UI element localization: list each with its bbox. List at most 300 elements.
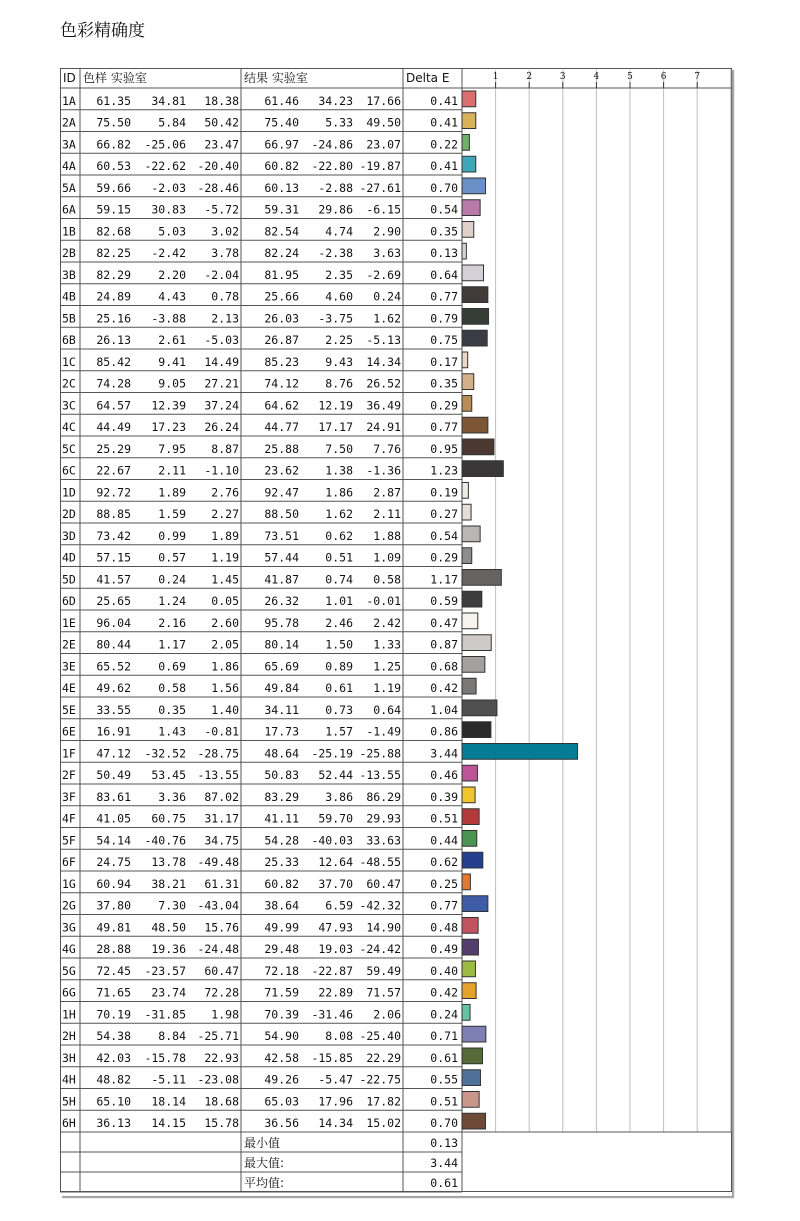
row-id: 4D xyxy=(62,550,76,565)
sample-lab-value: 83.61 xyxy=(96,789,131,804)
sample-lab-value: 38.21 xyxy=(151,876,186,891)
result-lab-value: 26.32 xyxy=(264,594,299,608)
sample-lab-value: 0.78 xyxy=(211,289,239,304)
sample-lab-value: -25.71 xyxy=(197,1029,239,1043)
sample-lab-value: 92.72 xyxy=(96,485,131,500)
delta-e-value: 0.46 xyxy=(430,768,458,782)
sample-lab-value: 1.45 xyxy=(211,572,239,587)
row-id: 6A xyxy=(62,202,76,217)
result-lab-value: 7.76 xyxy=(373,441,401,456)
delta-e-bar xyxy=(462,722,491,738)
result-lab-value: 0.58 xyxy=(373,572,401,587)
sample-lab-value: 65.52 xyxy=(96,659,131,674)
result-lab-value: 6.59 xyxy=(325,898,353,913)
delta-e-bar xyxy=(462,135,469,151)
sample-lab-value: 49.81 xyxy=(96,920,131,935)
delta-e-value: 3.44 xyxy=(430,746,458,761)
delta-e-bar xyxy=(462,439,494,455)
sample-lab-value: -32.52 xyxy=(144,746,186,761)
sample-lab-value: 80.44 xyxy=(96,637,131,652)
header-delta-e: Delta E xyxy=(406,71,450,85)
sample-lab-value: 24.75 xyxy=(96,855,131,869)
delta-e-bar xyxy=(462,417,488,433)
delta-e-value: 0.24 xyxy=(430,1007,458,1022)
result-lab-value: -42.32 xyxy=(359,898,401,913)
delta-e-value: 0.49 xyxy=(430,942,458,956)
sample-lab-value: 2.76 xyxy=(211,485,239,500)
sample-lab-value: 54.14 xyxy=(96,833,131,848)
result-lab-value: -22.87 xyxy=(311,963,353,978)
sample-lab-value: 31.17 xyxy=(204,811,239,826)
row-id: 2C xyxy=(62,376,76,391)
sample-lab-value: 2.11 xyxy=(158,463,186,478)
sample-lab-value: 0.57 xyxy=(158,550,186,565)
delta-e-bar xyxy=(462,657,485,673)
result-lab-value: 1.38 xyxy=(325,463,353,478)
sample-lab-value: 5.03 xyxy=(158,224,186,239)
color-accuracy-report xyxy=(60,68,732,1196)
result-lab-value: 14.34 xyxy=(366,354,401,369)
delta-e-value: 0.64 xyxy=(430,267,458,282)
sample-lab-value: 0.24 xyxy=(158,572,186,587)
sample-lab-value: 61.35 xyxy=(96,93,131,108)
row-id: 2H xyxy=(62,1029,76,1043)
result-lab-value: 29.48 xyxy=(264,942,299,956)
delta-e-bar xyxy=(462,352,468,368)
result-lab-value: 50.83 xyxy=(264,768,299,782)
summary-value: 3.44 xyxy=(430,1156,458,1170)
sample-lab-value: -40.76 xyxy=(144,833,186,848)
sample-lab-value: 28.88 xyxy=(96,942,131,956)
delta-e-value: 1.17 xyxy=(430,572,458,587)
sample-lab-value: 0.58 xyxy=(158,681,186,695)
sample-lab-value: 1.86 xyxy=(211,659,239,674)
sample-lab-value: 1.89 xyxy=(158,485,186,500)
result-lab-value: 12.19 xyxy=(318,398,353,413)
result-lab-value: 49.99 xyxy=(264,920,299,935)
delta-e-value: 0.27 xyxy=(430,507,458,521)
result-lab-value: 54.28 xyxy=(264,833,299,848)
sample-lab-value: 8.87 xyxy=(211,441,239,456)
delta-e-bar xyxy=(462,961,475,977)
result-lab-value: 74.12 xyxy=(264,376,299,391)
result-lab-value: 22.29 xyxy=(366,1050,401,1065)
result-lab-value: 64.62 xyxy=(264,398,299,413)
result-lab-value: 0.73 xyxy=(325,702,353,717)
delta-e-value: 0.42 xyxy=(430,985,458,1000)
row-id: 1H xyxy=(62,1007,76,1022)
result-lab-value: 52.44 xyxy=(318,768,353,782)
result-lab-value: 24.91 xyxy=(366,420,401,434)
sample-lab-value: -25.06 xyxy=(144,137,186,152)
sample-lab-value: -23.08 xyxy=(197,1072,239,1087)
sample-lab-value: 73.42 xyxy=(96,528,131,543)
delta-e-bar xyxy=(462,635,491,651)
sample-lab-value: 74.28 xyxy=(96,376,131,391)
sample-lab-value: 1.59 xyxy=(158,507,186,521)
sample-lab-value: -5.03 xyxy=(204,333,239,347)
sample-lab-value: 36.13 xyxy=(96,1116,131,1130)
sample-lab-value: 2.60 xyxy=(211,615,239,630)
sample-lab-value: 1.17 xyxy=(158,637,186,652)
result-lab-value: 2.46 xyxy=(325,615,353,630)
result-lab-value: 25.88 xyxy=(264,441,299,456)
row-id: 3B xyxy=(62,267,76,282)
sample-lab-value: 82.68 xyxy=(96,224,131,239)
result-lab-value: 70.39 xyxy=(264,1007,299,1022)
result-lab-value: -5.47 xyxy=(318,1072,353,1087)
sample-lab-value: -22.62 xyxy=(144,159,186,173)
sample-lab-value: 53.45 xyxy=(151,768,186,782)
sample-lab-value: 48.50 xyxy=(151,920,186,935)
result-lab-value: 1.62 xyxy=(325,507,353,521)
result-lab-value: 41.11 xyxy=(264,811,299,826)
sample-lab-value: 50.42 xyxy=(204,115,239,130)
sample-lab-value: 82.25 xyxy=(96,246,131,260)
result-lab-value: 0.51 xyxy=(325,550,353,565)
row-id: 1F xyxy=(62,746,76,761)
axis-tick-label: 5 xyxy=(627,72,633,82)
delta-e-bar xyxy=(462,309,489,325)
sample-lab-value: 60.75 xyxy=(151,811,186,826)
sample-lab-value: 25.29 xyxy=(96,441,131,456)
result-lab-value: -2.69 xyxy=(366,267,401,282)
delta-e-value: 0.87 xyxy=(430,637,458,652)
row-id: 5A xyxy=(62,180,76,195)
result-lab-value: 3.86 xyxy=(325,789,353,804)
delta-e-bar xyxy=(462,178,486,194)
row-id: 1A xyxy=(62,93,76,108)
delta-e-value: 0.41 xyxy=(430,159,458,173)
row-id: 6C xyxy=(62,463,76,478)
result-lab-value: 59.49 xyxy=(366,963,401,978)
sample-lab-value: 59.15 xyxy=(96,202,131,217)
sample-lab-value: 49.62 xyxy=(96,681,131,695)
delta-e-bar xyxy=(462,200,480,216)
result-lab-value: 59.31 xyxy=(264,202,299,217)
result-lab-value: 9.43 xyxy=(325,354,353,369)
delta-e-bar xyxy=(462,678,476,694)
result-lab-value: 60.82 xyxy=(264,159,299,173)
row-id: 1B xyxy=(62,224,76,239)
result-lab-value: 14.90 xyxy=(366,920,401,935)
sample-lab-value: 25.65 xyxy=(96,594,131,608)
sample-lab-value: 14.49 xyxy=(204,354,239,369)
delta-e-bar xyxy=(462,591,482,607)
result-lab-value: -3.75 xyxy=(318,311,353,326)
result-lab-value: 36.56 xyxy=(264,1116,299,1130)
delta-e-value: 0.70 xyxy=(430,180,458,195)
sample-lab-value: 2.27 xyxy=(211,507,239,521)
summary-label: 平均值: xyxy=(244,1176,285,1190)
result-lab-value: 8.08 xyxy=(325,1029,353,1043)
delta-e-bar xyxy=(462,156,476,172)
row-id: 5F xyxy=(62,833,76,848)
delta-e-value: 0.55 xyxy=(430,1072,458,1087)
sample-lab-value: -2.04 xyxy=(204,267,239,282)
result-lab-value: 1.62 xyxy=(373,311,401,326)
result-lab-value: 17.73 xyxy=(264,724,299,739)
sample-lab-value: -15.78 xyxy=(144,1050,186,1065)
sample-lab-value: 18.14 xyxy=(151,1094,186,1109)
row-id: 4E xyxy=(62,681,76,695)
sample-lab-value: 23.74 xyxy=(151,985,186,1000)
delta-e-bar xyxy=(462,287,488,303)
row-id: 5E xyxy=(62,702,76,717)
result-lab-value: 85.23 xyxy=(264,354,299,369)
delta-e-bar xyxy=(462,613,478,629)
result-lab-value: 2.11 xyxy=(373,507,401,521)
delta-e-bar xyxy=(462,852,483,868)
row-id: 2E xyxy=(62,637,76,652)
delta-e-value: 0.25 xyxy=(430,876,458,891)
delta-e-value: 0.51 xyxy=(430,1094,458,1109)
delta-e-bar xyxy=(462,113,476,129)
row-id: 3D xyxy=(62,528,76,543)
result-lab-value: 7.50 xyxy=(325,441,353,456)
sample-lab-value: 30.83 xyxy=(151,202,186,217)
row-id: 4C xyxy=(62,420,76,434)
sample-lab-value: -28.46 xyxy=(197,180,239,195)
result-lab-value: 15.02 xyxy=(366,1116,401,1130)
sample-lab-value: 37.80 xyxy=(96,898,131,913)
sample-lab-value: 87.02 xyxy=(204,789,239,804)
sample-lab-value: 17.23 xyxy=(151,420,186,434)
row-id: 4F xyxy=(62,811,76,826)
result-lab-value: 57.44 xyxy=(264,550,299,565)
delta-e-bar xyxy=(462,570,501,586)
delta-e-bar xyxy=(462,548,472,564)
sample-lab-value: 15.76 xyxy=(204,920,239,935)
axis-tick-label: 3 xyxy=(559,72,566,82)
delta-e-value: 0.95 xyxy=(430,441,458,456)
sample-lab-value: 18.38 xyxy=(204,93,239,108)
result-lab-value: 0.89 xyxy=(325,659,353,674)
sample-lab-value: 57.15 xyxy=(96,550,131,565)
sample-lab-value: 44.49 xyxy=(96,420,131,434)
delta-e-bar xyxy=(462,1070,480,1086)
header-sample: 色样 实验室 xyxy=(83,71,147,85)
delta-e-value: 0.41 xyxy=(430,115,458,130)
result-lab-value: 88.50 xyxy=(264,507,299,521)
delta-e-value: 0.71 xyxy=(430,1029,458,1043)
axis-tick-label: 7 xyxy=(694,72,701,82)
result-lab-value: 33.63 xyxy=(366,833,401,848)
delta-e-value: 0.19 xyxy=(430,485,458,500)
result-lab-value: 26.87 xyxy=(264,333,299,347)
sample-lab-value: 48.82 xyxy=(96,1072,131,1087)
result-lab-value: 14.34 xyxy=(318,1116,353,1130)
result-lab-value: 34.11 xyxy=(264,702,299,717)
result-lab-value: 48.64 xyxy=(264,746,299,761)
sample-lab-value: 82.29 xyxy=(96,267,131,282)
result-lab-value: 36.49 xyxy=(366,398,401,413)
delta-e-value: 0.29 xyxy=(430,398,458,413)
sample-lab-value: 7.30 xyxy=(158,898,186,913)
result-lab-value: 2.90 xyxy=(373,224,401,239)
result-lab-value: 81.95 xyxy=(264,267,299,282)
result-lab-value: 65.03 xyxy=(264,1094,299,1109)
delta-e-value: 0.70 xyxy=(430,1116,458,1130)
sample-lab-value: 64.57 xyxy=(96,398,131,413)
sample-lab-value: 60.47 xyxy=(204,963,239,978)
delta-e-bar xyxy=(462,374,474,390)
sample-lab-value: 26.24 xyxy=(204,420,239,434)
sample-lab-value: 72.45 xyxy=(96,963,131,978)
row-id: 5H xyxy=(62,1094,76,1109)
result-lab-value: -22.80 xyxy=(311,159,353,173)
result-lab-value: 92.47 xyxy=(264,485,299,500)
sample-lab-value: 50.49 xyxy=(96,768,131,782)
result-lab-value: 2.35 xyxy=(325,267,353,282)
result-lab-value: -24.86 xyxy=(311,137,353,152)
row-id: 4H xyxy=(62,1072,76,1087)
result-lab-value: 54.90 xyxy=(264,1029,299,1043)
sample-lab-value: 65.10 xyxy=(96,1094,131,1109)
sample-lab-value: 72.28 xyxy=(204,985,239,1000)
delta-e-bar xyxy=(462,1026,486,1042)
result-lab-value: 0.74 xyxy=(325,572,353,587)
sample-lab-value: 3.36 xyxy=(158,789,186,804)
sample-lab-value: 42.03 xyxy=(96,1050,131,1065)
summary-label: 最大值: xyxy=(244,1156,285,1170)
delta-e-bar xyxy=(462,809,479,825)
result-lab-value: 1.25 xyxy=(373,659,401,674)
sample-lab-value: 1.24 xyxy=(158,594,186,608)
result-lab-value: -24.42 xyxy=(359,942,401,956)
delta-e-value: 0.86 xyxy=(430,724,458,739)
row-id: 3F xyxy=(62,789,76,804)
result-lab-value: 60.47 xyxy=(366,876,401,891)
result-lab-value: 23.07 xyxy=(366,137,401,152)
delta-e-bar xyxy=(462,91,476,107)
axis-tick-label: 1 xyxy=(492,72,499,82)
row-id: 5D xyxy=(62,572,76,587)
delta-e-bar xyxy=(462,874,470,890)
sample-lab-value: -49.48 xyxy=(197,855,239,869)
result-lab-value: 41.87 xyxy=(264,572,299,587)
row-id: 6D xyxy=(62,594,76,608)
result-lab-value: 1.50 xyxy=(325,637,353,652)
row-id: 2B xyxy=(62,246,76,260)
delta-e-bar xyxy=(462,526,480,542)
row-id: 6H xyxy=(62,1116,76,1130)
sample-lab-value: -43.04 xyxy=(197,898,239,913)
delta-e-bar xyxy=(462,330,487,346)
result-lab-value: -25.88 xyxy=(359,746,401,761)
sample-lab-value: 70.19 xyxy=(96,1007,131,1022)
delta-e-bar xyxy=(462,461,503,477)
row-id: 2G xyxy=(62,898,76,913)
delta-e-bar xyxy=(462,1048,482,1064)
sample-lab-value: 1.19 xyxy=(211,550,239,565)
sample-lab-value: 13.78 xyxy=(151,855,186,869)
axis-tick-label: 4 xyxy=(593,72,600,82)
sample-lab-value: 0.99 xyxy=(158,528,186,543)
sample-lab-value: 16.91 xyxy=(96,724,131,739)
sample-lab-value: 2.20 xyxy=(158,267,186,282)
delta-e-value: 1.23 xyxy=(430,463,458,478)
sample-lab-value: 1.89 xyxy=(211,528,239,543)
row-id: 1G xyxy=(62,876,76,891)
row-id: 1D xyxy=(62,485,76,500)
summary-value: 0.61 xyxy=(430,1176,458,1190)
result-lab-value: 1.86 xyxy=(325,485,353,500)
sample-lab-value: 71.65 xyxy=(96,985,131,1000)
delta-e-bar xyxy=(462,1113,486,1129)
result-lab-value: -22.75 xyxy=(359,1072,401,1087)
color-accuracy-chart xyxy=(60,68,732,1196)
delta-e-bar xyxy=(462,939,478,955)
sample-lab-value: 66.82 xyxy=(96,137,131,152)
result-lab-value: 86.29 xyxy=(366,789,401,804)
row-id: 3A xyxy=(62,137,76,152)
result-lab-value: 29.93 xyxy=(366,811,401,826)
row-id: 4A xyxy=(62,159,76,173)
result-lab-value: 75.40 xyxy=(264,115,299,130)
result-lab-value: 72.18 xyxy=(264,963,299,978)
row-id: 6B xyxy=(62,333,76,347)
result-lab-value: -19.87 xyxy=(359,159,401,173)
delta-e-bar xyxy=(462,744,578,760)
delta-e-value: 0.54 xyxy=(430,202,458,217)
delta-e-value: 0.77 xyxy=(430,898,458,913)
result-lab-value: -40.03 xyxy=(311,833,353,848)
row-id: 5G xyxy=(62,963,76,978)
result-lab-value: 38.64 xyxy=(264,898,299,913)
axis-tick-label: 2 xyxy=(526,72,533,82)
row-id: 1E xyxy=(62,615,76,630)
sample-lab-value: 23.47 xyxy=(204,137,239,152)
sample-lab-value: 2.05 xyxy=(211,637,239,652)
result-lab-value: 95.78 xyxy=(264,615,299,630)
sample-lab-value: 1.43 xyxy=(158,724,186,739)
delta-e-value: 0.29 xyxy=(430,550,458,565)
result-lab-value: 0.62 xyxy=(325,528,353,543)
result-lab-value: 2.06 xyxy=(373,1007,401,1022)
sample-lab-value: 22.93 xyxy=(204,1050,239,1065)
delta-e-bar xyxy=(462,504,471,520)
result-lab-value: 5.33 xyxy=(325,115,353,130)
sample-lab-value: -5.72 xyxy=(204,202,239,217)
sample-lab-value: 8.84 xyxy=(158,1029,186,1043)
result-lab-value: 2.25 xyxy=(325,333,353,347)
delta-e-bar xyxy=(462,222,474,238)
result-lab-value: 1.09 xyxy=(373,550,401,565)
result-lab-value: -6.15 xyxy=(366,202,401,217)
result-lab-value: 17.17 xyxy=(318,420,353,434)
result-lab-value: 59.70 xyxy=(318,811,353,826)
delta-e-bar xyxy=(462,787,475,803)
sample-lab-value: 1.40 xyxy=(211,702,239,717)
delta-e-value: 0.75 xyxy=(430,333,458,347)
axis-tick-label: 6 xyxy=(660,72,667,82)
delta-e-value: 0.39 xyxy=(430,789,458,804)
result-lab-value: 82.24 xyxy=(264,246,299,260)
result-lab-value: -2.88 xyxy=(318,180,353,195)
result-lab-value: -25.19 xyxy=(311,746,353,761)
result-lab-value: 25.66 xyxy=(264,289,299,304)
sample-lab-value: 0.69 xyxy=(158,659,186,674)
delta-e-value: 0.59 xyxy=(430,594,458,608)
row-id: 3H xyxy=(62,1050,76,1065)
delta-e-value: 0.44 xyxy=(430,833,458,848)
delta-e-value: 0.77 xyxy=(430,289,458,304)
delta-e-value: 1.04 xyxy=(430,702,458,717)
result-lab-value: -2.38 xyxy=(318,246,353,260)
delta-e-value: 0.17 xyxy=(430,354,458,369)
delta-e-value: 0.48 xyxy=(430,920,458,935)
